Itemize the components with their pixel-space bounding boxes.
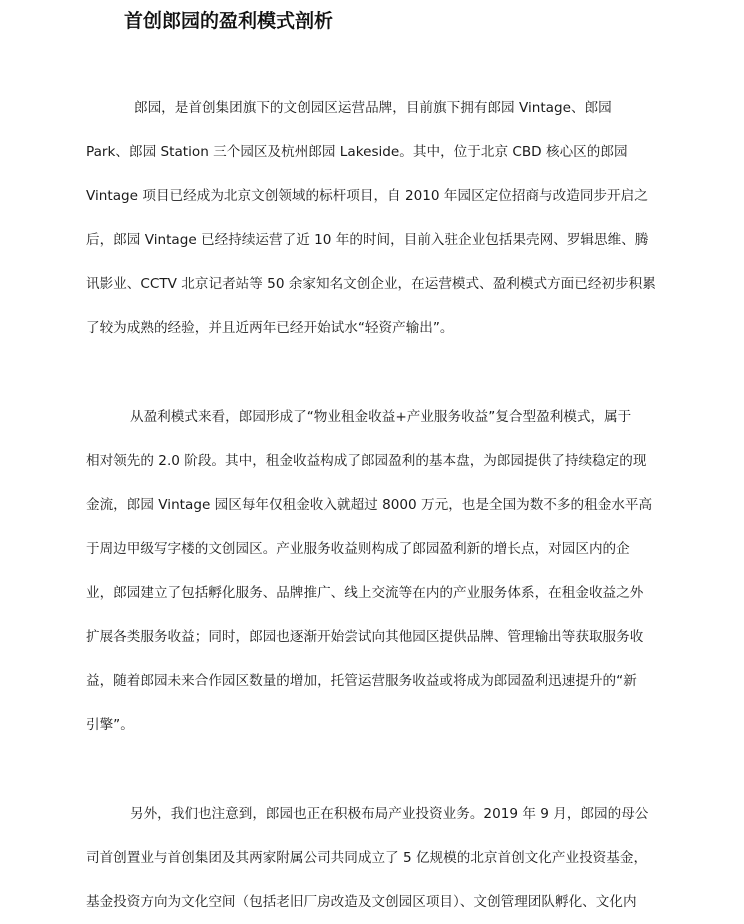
paragraph-line: 金流，郎园 Vintage 园区每年仅租金收入就超过 8000 万元，也是全国为数不多的租金水平高 <box>86 497 653 513</box>
paragraph-line: 引擎”。 <box>86 717 134 733</box>
paragraph-line: 郎园，是首创集团旗下的文创园区运营品牌，目前旗下拥有郎园 Vintage、郎园 <box>134 100 612 116</box>
paragraph-line: 基金投资方向为文化空间（包括老旧厂房改造及文创园区项目）、文创管理团队孵化、文化内 <box>86 894 637 910</box>
paragraph-line: Park、郎园 Station 三个园区及杭州郎园 Lakeside。其中，位于北京 CBD 核心区的郎园 <box>86 144 628 160</box>
paragraph-line: 司首创置业与首创集团及其两家附属公司共同成立了 5 亿规模的北京首创文化产业投资基金， <box>86 850 648 866</box>
paragraph-line: 于周边甲级写字楼的文创园区。产业服务收益则构成了郎园盈利新的增长点，对园区内的企 <box>86 541 630 557</box>
paragraph-investment <box>86 792 686 924</box>
paragraph-line: 从盈利模式来看，郎园形成了“物业租金收益+产业服务收益”复合型盈利模式，属于 <box>130 409 632 425</box>
paragraph-line: 业，郎园建立了包括孵化服务、品牌推广、线上交流等在内的产业服务体系，在租金收益之外 <box>86 585 644 601</box>
paragraph-line: 讯影业、CCTV 北京记者站等 50 余家知名文创企业，在运营模式、盈利模式方面已经初步积累 <box>86 276 656 292</box>
paragraph-line: 益，随着郎园未来合作园区数量的增加，托管运营服务收益或将成为郎园盈利迅速提升的“新 <box>86 673 637 689</box>
paragraph-line: Vintage 项目已经成为北京文创领域的标杆项目，自 2010 年园区定位招商与改造同步开启之 <box>86 188 648 204</box>
document-title: 首创郎园的盈利模式剖析 <box>124 10 334 32</box>
paragraph-line: 扩展各类服务收益；同时，郎园也逐渐开始尝试向其他园区提供品牌、管理输出等获取服务收 <box>86 629 644 645</box>
paragraph-line: 后，郎园 Vintage 已经持续运营了近 10 年的时间，目前入驻企业包括果壳网、罗辑思维、腾 <box>86 232 649 248</box>
paragraph-line: 了较为成熟的经验，并且近两年已经开始试水“轻资产输出”。 <box>86 320 454 336</box>
paragraph-line: 相对领先的 2.0 阶段。其中，租金收益构成了郎园盈利的基本盘，为郎园提供了持续稳定的现 <box>86 453 647 469</box>
paragraph-profit-model <box>86 395 686 747</box>
paragraph-intro <box>86 86 686 350</box>
paragraph-line: 另外，我们也注意到，郎园也正在积极布局产业投资业务。2019 年 9 月，郎园的母公 <box>130 806 649 822</box>
